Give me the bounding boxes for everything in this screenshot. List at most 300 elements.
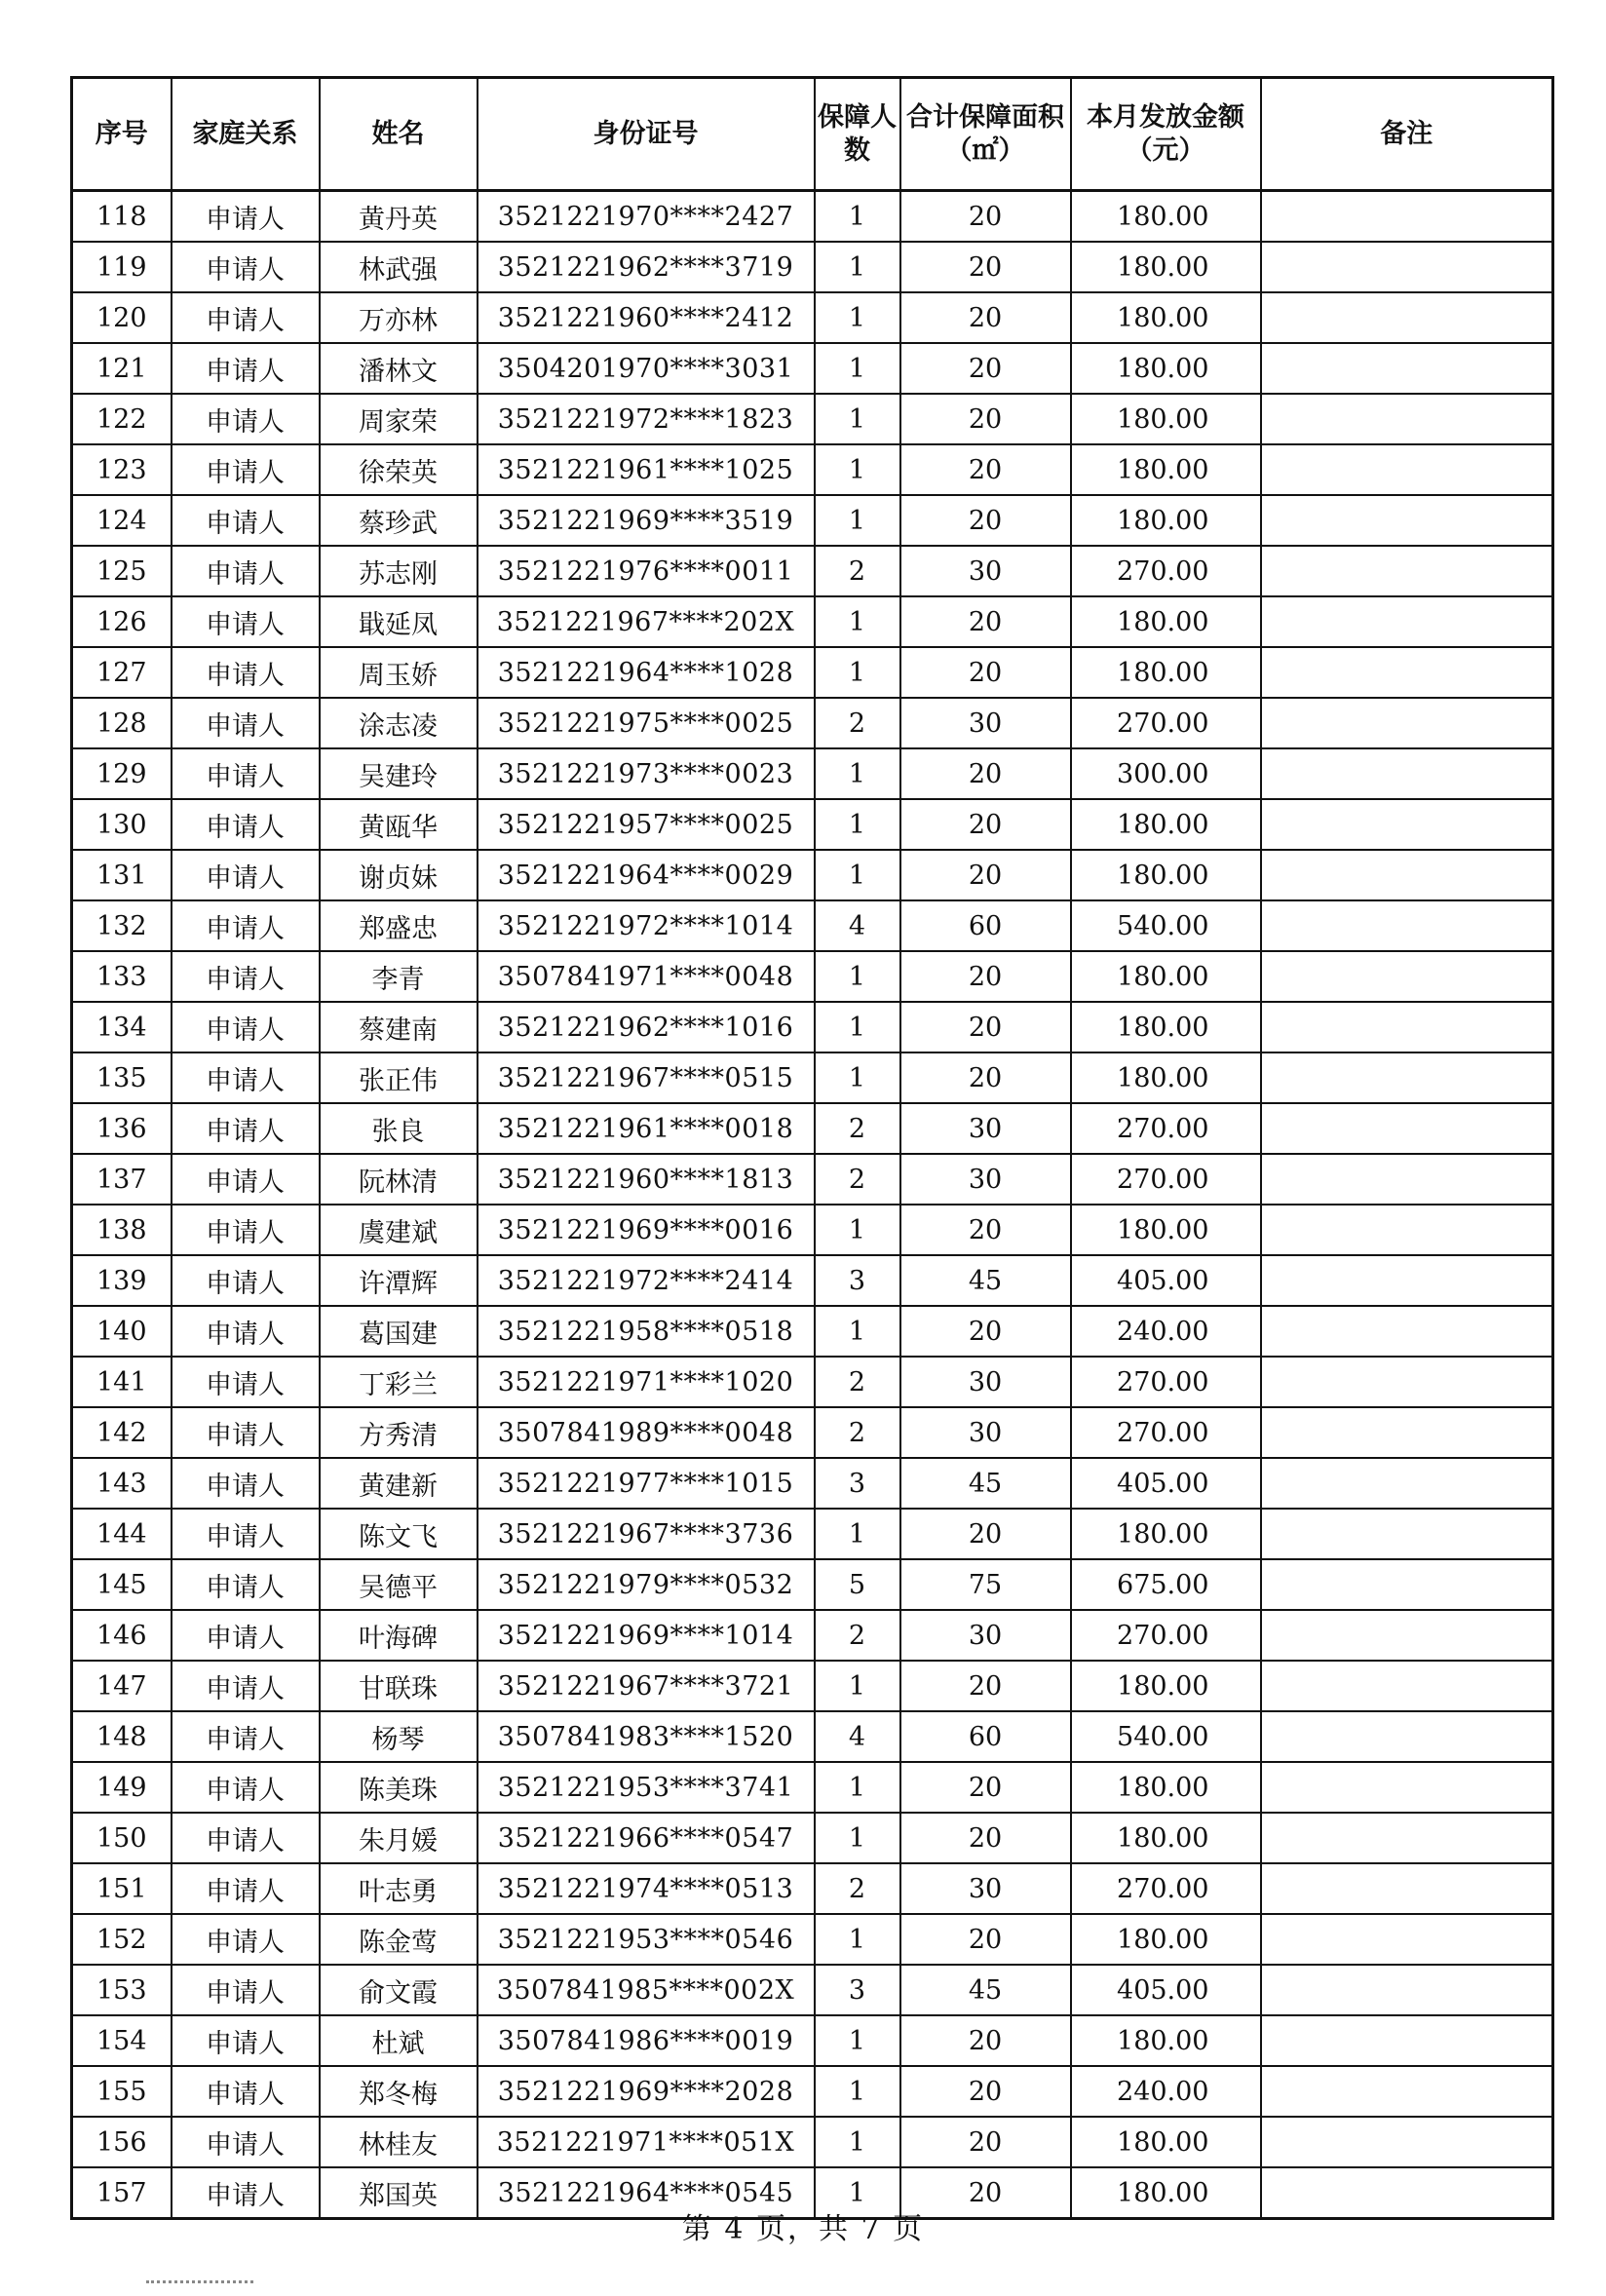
cell-id-number: 3521221974****0513 — [478, 1863, 815, 1914]
cell-remark — [1261, 292, 1553, 343]
cell-seq: 138 — [72, 1205, 172, 1255]
cell-remark — [1261, 242, 1553, 292]
cell-area: 20 — [900, 748, 1071, 799]
header-relation: 家庭关系 — [172, 78, 320, 191]
table-row — [72, 343, 1553, 394]
table-row — [72, 1458, 1553, 1509]
cell-relation: 申请人 — [172, 1863, 320, 1914]
cell-relation: 申请人 — [172, 394, 320, 444]
cell-relation: 申请人 — [172, 1914, 320, 1965]
cell-seq: 122 — [72, 394, 172, 444]
cell-seq: 143 — [72, 1458, 172, 1509]
cell-persons: 2 — [815, 1863, 900, 1914]
cell-persons: 1 — [815, 1813, 900, 1863]
cell-area: 20 — [900, 2167, 1071, 2219]
cell-name: 戢延凤 — [320, 596, 478, 647]
cell-relation: 申请人 — [172, 1509, 320, 1559]
table-body — [72, 191, 1553, 2219]
scan-mark — [146, 2280, 253, 2287]
cell-amount: 240.00 — [1071, 2066, 1261, 2117]
cell-persons: 1 — [815, 951, 900, 1002]
cell-name: 黄丹英 — [320, 191, 478, 243]
cell-relation: 申请人 — [172, 1610, 320, 1661]
cell-seq: 147 — [72, 1661, 172, 1711]
table-row — [72, 1711, 1553, 1762]
header-row — [72, 78, 1553, 191]
cell-seq: 131 — [72, 850, 172, 900]
cell-area: 20 — [900, 1002, 1071, 1052]
header-persons: 保障人数 — [815, 78, 900, 191]
cell-persons: 1 — [815, 596, 900, 647]
cell-name: 万亦林 — [320, 292, 478, 343]
cell-id-number: 3521221966****0547 — [478, 1813, 815, 1863]
cell-area: 30 — [900, 1357, 1071, 1407]
cell-id-number: 3521221962****1016 — [478, 1002, 815, 1052]
cell-name: 张正伟 — [320, 1052, 478, 1103]
cell-remark — [1261, 495, 1553, 546]
cell-persons: 1 — [815, 1509, 900, 1559]
cell-name: 谢贞妹 — [320, 850, 478, 900]
table-row — [72, 596, 1553, 647]
cell-amount: 180.00 — [1071, 951, 1261, 1002]
cell-remark — [1261, 1965, 1553, 2015]
table-row — [72, 1357, 1553, 1407]
cell-persons: 1 — [815, 394, 900, 444]
cell-area: 20 — [900, 799, 1071, 850]
cell-amount: 180.00 — [1071, 1813, 1261, 1863]
cell-persons: 5 — [815, 1559, 900, 1610]
header-remark: 备注 — [1261, 78, 1553, 191]
cell-amount: 300.00 — [1071, 748, 1261, 799]
cell-area: 20 — [900, 191, 1071, 243]
subsidy-register-table — [70, 76, 1554, 2220]
cell-remark — [1261, 1711, 1553, 1762]
cell-remark — [1261, 343, 1553, 394]
cell-amount: 180.00 — [1071, 1914, 1261, 1965]
cell-relation: 申请人 — [172, 1813, 320, 1863]
cell-seq: 135 — [72, 1052, 172, 1103]
cell-name: 涂志凌 — [320, 698, 478, 748]
cell-seq: 127 — [72, 647, 172, 698]
cell-remark — [1261, 1661, 1553, 1711]
cell-persons: 1 — [815, 1306, 900, 1357]
cell-seq: 155 — [72, 2066, 172, 2117]
cell-id-number: 3521221960****1813 — [478, 1154, 815, 1205]
table-row — [72, 1255, 1553, 1306]
cell-amount: 180.00 — [1071, 2117, 1261, 2167]
cell-area: 20 — [900, 2117, 1071, 2167]
cell-id-number: 3521221971****051X — [478, 2117, 815, 2167]
cell-name: 黄瓯华 — [320, 799, 478, 850]
cell-id-number: 3521221958****0518 — [478, 1306, 815, 1357]
cell-area: 45 — [900, 1458, 1071, 1509]
cell-id-number: 3507841985****002X — [478, 1965, 815, 2015]
cell-relation: 申请人 — [172, 2167, 320, 2219]
cell-seq: 137 — [72, 1154, 172, 1205]
cell-persons: 1 — [815, 444, 900, 495]
cell-id-number: 3521221970****2427 — [478, 191, 815, 243]
table-row — [72, 850, 1553, 900]
table-row — [72, 951, 1553, 1002]
cell-id-number: 3521221972****1014 — [478, 900, 815, 951]
cell-relation: 申请人 — [172, 495, 320, 546]
cell-remark — [1261, 191, 1553, 243]
cell-id-number: 3504201970****3031 — [478, 343, 815, 394]
table-row — [72, 1509, 1553, 1559]
cell-persons: 1 — [815, 343, 900, 394]
table-row — [72, 799, 1553, 850]
cell-persons: 1 — [815, 1002, 900, 1052]
page-number: 第 4 页，共 7 页 — [681, 2212, 925, 2246]
cell-seq: 134 — [72, 1002, 172, 1052]
cell-name: 许潭辉 — [320, 1255, 478, 1306]
cell-relation: 申请人 — [172, 1407, 320, 1458]
cell-persons: 1 — [815, 1052, 900, 1103]
cell-amount: 270.00 — [1071, 1407, 1261, 1458]
cell-amount: 180.00 — [1071, 444, 1261, 495]
cell-relation: 申请人 — [172, 546, 320, 596]
cell-amount: 270.00 — [1071, 1154, 1261, 1205]
cell-area: 20 — [900, 1661, 1071, 1711]
cell-id-number: 3521221975****0025 — [478, 698, 815, 748]
cell-amount: 270.00 — [1071, 1103, 1261, 1154]
cell-persons: 1 — [815, 647, 900, 698]
cell-area: 20 — [900, 1205, 1071, 1255]
cell-name: 方秀清 — [320, 1407, 478, 1458]
cell-id-number: 3521221953****0546 — [478, 1914, 815, 1965]
cell-seq: 142 — [72, 1407, 172, 1458]
cell-relation: 申请人 — [172, 1661, 320, 1711]
cell-name: 张良 — [320, 1103, 478, 1154]
cell-seq: 157 — [72, 2167, 172, 2219]
cell-id-number: 3521221961****1025 — [478, 444, 815, 495]
table-row — [72, 242, 1553, 292]
table-row — [72, 1002, 1553, 1052]
table-row — [72, 647, 1553, 698]
cell-seq: 145 — [72, 1559, 172, 1610]
cell-area: 20 — [900, 292, 1071, 343]
cell-id-number: 3521221967****3736 — [478, 1509, 815, 1559]
cell-remark — [1261, 647, 1553, 698]
cell-name: 吴建玲 — [320, 748, 478, 799]
cell-area: 20 — [900, 1914, 1071, 1965]
table-row — [72, 444, 1553, 495]
cell-id-number: 3521221972****2414 — [478, 1255, 815, 1306]
cell-amount: 180.00 — [1071, 850, 1261, 900]
cell-remark — [1261, 596, 1553, 647]
cell-relation: 申请人 — [172, 1458, 320, 1509]
cell-name: 陈文飞 — [320, 1509, 478, 1559]
cell-amount: 180.00 — [1071, 1205, 1261, 1255]
table-row — [72, 546, 1553, 596]
cell-amount: 180.00 — [1071, 242, 1261, 292]
cell-id-number: 3521221972****1823 — [478, 394, 815, 444]
table-row — [72, 292, 1553, 343]
cell-remark — [1261, 951, 1553, 1002]
cell-amount: 180.00 — [1071, 1762, 1261, 1813]
cell-remark — [1261, 394, 1553, 444]
cell-amount: 180.00 — [1071, 2167, 1261, 2219]
cell-amount: 405.00 — [1071, 1965, 1261, 2015]
cell-amount: 270.00 — [1071, 1357, 1261, 1407]
cell-relation: 申请人 — [172, 1306, 320, 1357]
cell-area: 20 — [900, 444, 1071, 495]
cell-id-number: 3507841983****1520 — [478, 1711, 815, 1762]
cell-relation: 申请人 — [172, 1002, 320, 1052]
cell-name: 葛国建 — [320, 1306, 478, 1357]
cell-relation: 申请人 — [172, 1052, 320, 1103]
cell-area: 30 — [900, 1154, 1071, 1205]
header-id-number: 身份证号 — [478, 78, 815, 191]
cell-area: 20 — [900, 1762, 1071, 1813]
cell-seq: 124 — [72, 495, 172, 546]
cell-name: 苏志刚 — [320, 546, 478, 596]
cell-id-number: 3521221969****3519 — [478, 495, 815, 546]
cell-persons: 1 — [815, 292, 900, 343]
cell-name: 虞建斌 — [320, 1205, 478, 1255]
table-row — [72, 2066, 1553, 2117]
cell-amount: 180.00 — [1071, 596, 1261, 647]
cell-relation: 申请人 — [172, 2117, 320, 2167]
cell-id-number: 3521221976****0011 — [478, 546, 815, 596]
cell-persons: 1 — [815, 2167, 900, 2219]
cell-seq: 132 — [72, 900, 172, 951]
cell-name: 吴德平 — [320, 1559, 478, 1610]
cell-seq: 149 — [72, 1762, 172, 1813]
cell-area: 30 — [900, 1863, 1071, 1914]
cell-amount: 240.00 — [1071, 1306, 1261, 1357]
cell-seq: 150 — [72, 1813, 172, 1863]
table-row — [72, 1052, 1553, 1103]
cell-amount: 270.00 — [1071, 1610, 1261, 1661]
cell-persons: 1 — [815, 1205, 900, 1255]
cell-persons: 1 — [815, 1914, 900, 1965]
cell-id-number: 3507841989****0048 — [478, 1407, 815, 1458]
cell-area: 20 — [900, 596, 1071, 647]
cell-name: 潘林文 — [320, 343, 478, 394]
cell-persons: 1 — [815, 850, 900, 900]
cell-remark — [1261, 1407, 1553, 1458]
cell-id-number: 3521221979****0532 — [478, 1559, 815, 1610]
cell-id-number: 3521221961****0018 — [478, 1103, 815, 1154]
cell-area: 30 — [900, 1610, 1071, 1661]
cell-name: 杜斌 — [320, 2015, 478, 2066]
cell-remark — [1261, 1914, 1553, 1965]
cell-remark — [1261, 1306, 1553, 1357]
cell-seq: 144 — [72, 1509, 172, 1559]
table-row — [72, 1103, 1553, 1154]
cell-name: 陈金莺 — [320, 1914, 478, 1965]
cell-remark — [1261, 748, 1553, 799]
cell-area: 20 — [900, 1052, 1071, 1103]
cell-area: 20 — [900, 1306, 1071, 1357]
cell-id-number: 3521221957****0025 — [478, 799, 815, 850]
cell-name: 徐荣英 — [320, 444, 478, 495]
cell-seq: 123 — [72, 444, 172, 495]
cell-seq: 126 — [72, 596, 172, 647]
cell-seq: 139 — [72, 1255, 172, 1306]
cell-id-number: 3521221953****3741 — [478, 1762, 815, 1813]
cell-persons: 3 — [815, 1458, 900, 1509]
cell-name: 周家荣 — [320, 394, 478, 444]
cell-persons: 1 — [815, 748, 900, 799]
cell-area: 20 — [900, 343, 1071, 394]
cell-id-number: 3521221962****3719 — [478, 242, 815, 292]
cell-remark — [1261, 1002, 1553, 1052]
table-row — [72, 1610, 1553, 1661]
cell-area: 45 — [900, 1255, 1071, 1306]
cell-persons: 1 — [815, 242, 900, 292]
table-row — [72, 1559, 1553, 1610]
cell-remark — [1261, 900, 1553, 951]
cell-relation: 申请人 — [172, 900, 320, 951]
cell-name: 林桂友 — [320, 2117, 478, 2167]
table-row — [72, 1863, 1553, 1914]
cell-id-number: 3521221964****1028 — [478, 647, 815, 698]
cell-relation: 申请人 — [172, 850, 320, 900]
cell-relation: 申请人 — [172, 951, 320, 1002]
cell-seq: 156 — [72, 2117, 172, 2167]
cell-name: 丁彩兰 — [320, 1357, 478, 1407]
cell-name: 杨琴 — [320, 1711, 478, 1762]
cell-remark — [1261, 1154, 1553, 1205]
cell-seq: 120 — [72, 292, 172, 343]
cell-name: 李青 — [320, 951, 478, 1002]
table-row — [72, 1813, 1553, 1863]
table-row — [72, 1661, 1553, 1711]
cell-area: 20 — [900, 951, 1071, 1002]
cell-id-number: 3521221973****0023 — [478, 748, 815, 799]
cell-remark — [1261, 444, 1553, 495]
cell-persons: 1 — [815, 191, 900, 243]
table-row — [72, 1306, 1553, 1357]
header-seq: 序号 — [72, 78, 172, 191]
cell-persons: 2 — [815, 1154, 900, 1205]
table-row — [72, 748, 1553, 799]
cell-seq: 146 — [72, 1610, 172, 1661]
cell-name: 陈美珠 — [320, 1762, 478, 1813]
cell-persons: 2 — [815, 698, 900, 748]
cell-relation: 申请人 — [172, 1255, 320, 1306]
cell-id-number: 3521221967****202X — [478, 596, 815, 647]
cell-name: 蔡建南 — [320, 1002, 478, 1052]
cell-name: 甘联珠 — [320, 1661, 478, 1711]
cell-seq: 148 — [72, 1711, 172, 1762]
cell-amount: 540.00 — [1071, 900, 1261, 951]
cell-remark — [1261, 698, 1553, 748]
cell-amount: 180.00 — [1071, 647, 1261, 698]
table-row — [72, 1154, 1553, 1205]
cell-persons: 2 — [815, 1357, 900, 1407]
cell-remark — [1261, 1813, 1553, 1863]
table-row — [72, 698, 1553, 748]
cell-seq: 119 — [72, 242, 172, 292]
cell-persons: 1 — [815, 799, 900, 850]
cell-name: 叶志勇 — [320, 1863, 478, 1914]
cell-persons: 2 — [815, 1407, 900, 1458]
cell-remark — [1261, 1205, 1553, 1255]
cell-seq: 125 — [72, 546, 172, 596]
cell-persons: 2 — [815, 1610, 900, 1661]
cell-seq: 152 — [72, 1914, 172, 1965]
cell-name: 郑盛忠 — [320, 900, 478, 951]
cell-remark — [1261, 1863, 1553, 1914]
cell-area: 20 — [900, 1509, 1071, 1559]
header-area: 合计保障面积（㎡） — [900, 78, 1071, 191]
table-row — [72, 2015, 1553, 2066]
cell-remark — [1261, 546, 1553, 596]
cell-persons: 1 — [815, 2015, 900, 2066]
cell-name: 郑国英 — [320, 2167, 478, 2219]
cell-area: 20 — [900, 242, 1071, 292]
table-row — [72, 1965, 1553, 2015]
cell-name: 叶海碑 — [320, 1610, 478, 1661]
cell-id-number: 3521221977****1015 — [478, 1458, 815, 1509]
cell-seq: 133 — [72, 951, 172, 1002]
cell-area: 20 — [900, 850, 1071, 900]
table-row — [72, 1205, 1553, 1255]
cell-remark — [1261, 850, 1553, 900]
cell-seq: 154 — [72, 2015, 172, 2066]
cell-name: 黄建新 — [320, 1458, 478, 1509]
cell-relation: 申请人 — [172, 1357, 320, 1407]
cell-relation: 申请人 — [172, 1762, 320, 1813]
cell-name: 林武强 — [320, 242, 478, 292]
cell-amount: 675.00 — [1071, 1559, 1261, 1610]
cell-relation: 申请人 — [172, 2015, 320, 2066]
cell-name: 郑冬梅 — [320, 2066, 478, 2117]
cell-relation: 申请人 — [172, 292, 320, 343]
cell-remark — [1261, 1509, 1553, 1559]
cell-remark — [1261, 1458, 1553, 1509]
header-name: 姓名 — [320, 78, 478, 191]
cell-seq: 151 — [72, 1863, 172, 1914]
cell-id-number: 3521221969****0016 — [478, 1205, 815, 1255]
cell-persons: 3 — [815, 1255, 900, 1306]
cell-persons: 3 — [815, 1965, 900, 2015]
cell-id-number: 3521221969****1014 — [478, 1610, 815, 1661]
cell-relation: 申请人 — [172, 343, 320, 394]
cell-amount: 180.00 — [1071, 495, 1261, 546]
cell-id-number: 3521221969****2028 — [478, 2066, 815, 2117]
cell-relation: 申请人 — [172, 242, 320, 292]
cell-name: 阮林清 — [320, 1154, 478, 1205]
cell-persons: 1 — [815, 1762, 900, 1813]
cell-remark — [1261, 1559, 1553, 1610]
cell-amount: 405.00 — [1071, 1458, 1261, 1509]
cell-remark — [1261, 2117, 1553, 2167]
cell-area: 75 — [900, 1559, 1071, 1610]
cell-id-number: 3521221964****0029 — [478, 850, 815, 900]
cell-amount: 540.00 — [1071, 1711, 1261, 1762]
cell-area: 20 — [900, 2066, 1071, 2117]
cell-amount: 270.00 — [1071, 1863, 1261, 1914]
cell-persons: 1 — [815, 1661, 900, 1711]
cell-area: 20 — [900, 394, 1071, 444]
table-row — [72, 900, 1553, 951]
table-header — [72, 78, 1553, 191]
cell-id-number: 3507841986****0019 — [478, 2015, 815, 2066]
cell-name: 蔡珍武 — [320, 495, 478, 546]
cell-amount: 270.00 — [1071, 698, 1261, 748]
cell-relation: 申请人 — [172, 191, 320, 243]
cell-seq: 141 — [72, 1357, 172, 1407]
cell-seq: 130 — [72, 799, 172, 850]
cell-id-number: 3507841971****0048 — [478, 951, 815, 1002]
table-row — [72, 191, 1553, 243]
cell-amount: 180.00 — [1071, 2015, 1261, 2066]
table-row — [72, 394, 1553, 444]
